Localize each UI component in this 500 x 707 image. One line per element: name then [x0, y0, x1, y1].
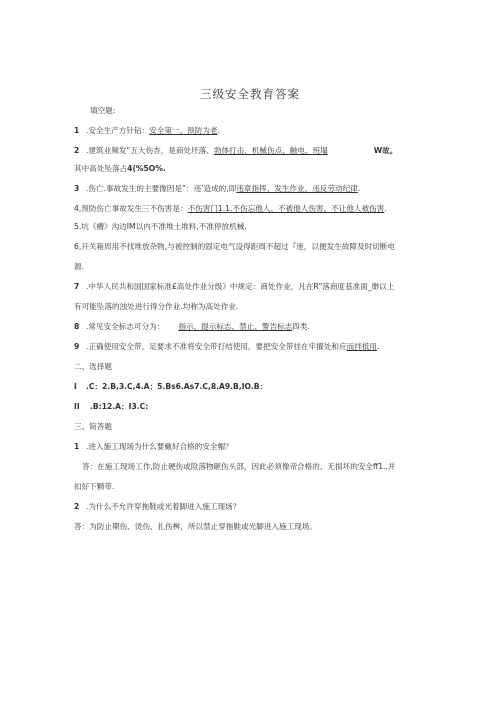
- short-answer-2: 答：为防止期伤、烫伤、扎伤桝，所以禁止穿拖鞋或光脚进入施工现场。: [74, 522, 317, 531]
- item-number: 2: [74, 502, 80, 511]
- item-text: .安全生产方针钻：: [86, 126, 150, 135]
- item-text: 四类.: [292, 322, 310, 331]
- question-text: .进入施工现场为什么要戴好合格的安全帽？: [86, 442, 233, 451]
- question-text: .为什么不允许穿拖鞋或光着脚进入施工现场？: [86, 502, 241, 511]
- choice-answers-2: [74, 402, 434, 412]
- answer-text: 不伤害门1.1.不伤忘他人、不被他人伤害、不让他人被伤害: [187, 204, 385, 213]
- item-text: .: [384, 204, 387, 213]
- fill-in-heading: 填空题:: [90, 106, 116, 115]
- fill-item-5: 5.坑《槽》沟边IM以内不准堆土堆料,不准停放机械.: [74, 222, 247, 231]
- fill-item-7: [74, 282, 434, 292]
- fill-item-9: [74, 342, 434, 352]
- fill-item-2-cont: [74, 164, 434, 174]
- fill-item-1: [74, 126, 434, 136]
- answer-text: 违章指挥、发生作业、违反劳动纪律: [236, 184, 358, 193]
- item-text: .正确使用安全带，足要求不准将安全带打结使用，要把安全带挂在牢擢处和应: [86, 342, 347, 351]
- item-text: .: [217, 126, 220, 135]
- choice-answers-1: [74, 382, 434, 392]
- fill-item-6: 6,开关箱周用不找堆放杂物,与被控制的固定电气设得距周不超过『迷，以便发生故障及时切断电: [74, 242, 395, 251]
- item-text: W故。: [373, 146, 398, 155]
- short-answer-1-cont: 扣好下颗带.: [74, 482, 115, 491]
- item-number: II: [74, 402, 80, 411]
- section-heading-short-answer: 三、简答题: [74, 422, 112, 431]
- item-number: 9: [74, 342, 80, 351]
- answer-text: 而拌抵用: [346, 342, 377, 351]
- item-text: .伤亡.事故发生的主要像因是“：违’造成的,即: [86, 184, 237, 193]
- fill-item-7-cont: 有可能坠落的浊处进行得分作业.均称为高处作业.: [74, 302, 239, 311]
- answer-text: 4(%5O%.: [127, 164, 166, 173]
- fill-item-3: [74, 184, 434, 194]
- short-question-2: [74, 502, 434, 512]
- item-text: .常见安全标志可分为：: [86, 322, 165, 331]
- item-text: .: [376, 342, 380, 351]
- item-text: 其中高处坠落占: [74, 164, 128, 173]
- section-heading-choice: 二、选择题: [74, 362, 112, 371]
- short-answer-1: 答：在施工现场工作,防止硬伤或险落物砸伤头部，因此必须像帝合格的、无损坏的安全ff1..并: [82, 462, 396, 471]
- item-text: .建筑业频发“五大伤杏，是商处坯落、: [86, 146, 214, 155]
- item-text: 4,预防伤亡事故发生三不伤害是：: [74, 204, 188, 213]
- answer-text: .C：2.B,3.C,4.A：5.Bs6.As7.C,8.A9.B,IO.B：: [86, 382, 268, 391]
- answer-text: .B:12.A：I3.C:: [90, 402, 149, 411]
- page-title: 三级安全教育答案: [200, 87, 300, 101]
- item-number: 1: [74, 442, 80, 451]
- fill-item-6-cont: 源.: [74, 262, 85, 271]
- answer-text: 勃体打击、机械伤点、触电、班塌: [213, 146, 328, 155]
- item-text: .: [357, 184, 361, 193]
- short-question-1: [74, 442, 434, 452]
- item-text: .中华人民共和国国家标准£高处作业分级》中规定：商处作业，凡在R"落商度基准面_缈以上: [86, 282, 395, 291]
- item-number: 1: [74, 126, 80, 135]
- item-number: 8: [74, 322, 80, 331]
- item-number: I: [74, 382, 77, 391]
- item-number: 2: [74, 146, 80, 155]
- answer-text: 安全第一、预防为老: [149, 126, 218, 135]
- item-number: 3: [74, 184, 80, 193]
- answer-text: 指示、提示标志、禁止、警告标志: [178, 322, 293, 331]
- fill-item-2: [74, 146, 434, 156]
- item-number: 7: [74, 282, 80, 291]
- fill-item-4: [74, 204, 434, 214]
- fill-item-8: [74, 322, 434, 332]
